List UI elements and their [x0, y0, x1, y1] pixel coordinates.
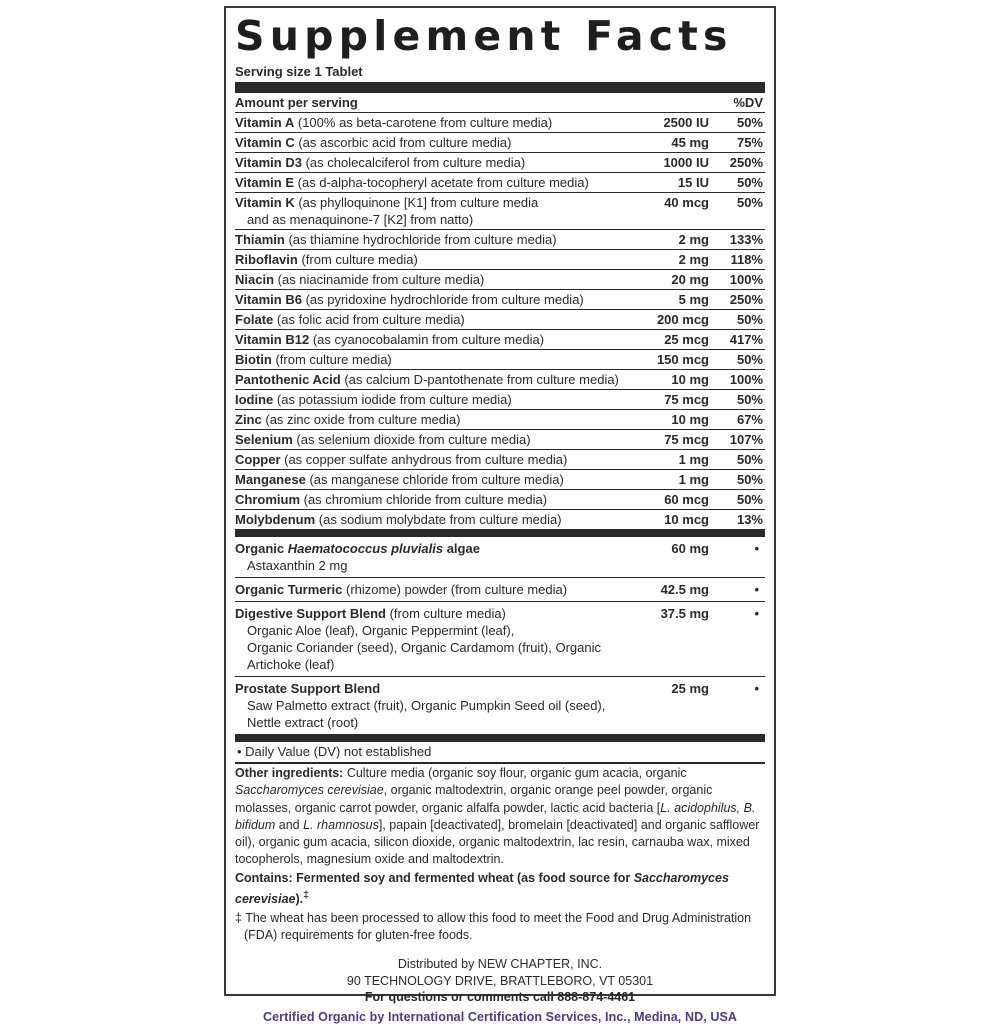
- blend-name: [235, 681, 380, 696]
- organic-certification: Certified Organic by International Certification Services, Inc., Medina, ND, USA: [262, 1009, 738, 1024]
- nutrient-row: [235, 390, 765, 410]
- nutrient-name: Vitamin B6: [235, 292, 302, 307]
- nutrient-name: Iodine: [235, 392, 274, 407]
- amount-header: [235, 93, 765, 113]
- blend-component: Organic Aloe (leaf), Organic Peppermint (leaf),: [247, 623, 515, 638]
- blend-row: [235, 602, 765, 677]
- blend-component: Saw Palmetto extract (fruit), Organic Pumpkin Seed oil (seed),: [247, 698, 606, 713]
- ingredients-text: ], papain [deactivated], bromelain [deactivated] and organic safflower oil), organic gum acacia, silicon dioxide, organic maltodextrin, lac resin, carnauba wax, mixed tocopherols, magnesium oxide and maltodextrin.: [235, 817, 760, 867]
- blend-source: (from culture media): [385, 606, 506, 621]
- nutrient-source: (as d-alpha-tocopheryl acetate from culture media): [297, 175, 589, 190]
- ingredients-italic: L. acidophilus, B. bifidum: [235, 800, 756, 832]
- nutrient-name: Zinc: [235, 412, 262, 427]
- nutrient-name: Niacin: [235, 272, 275, 287]
- nutrient-dv: 50%: [736, 312, 763, 327]
- gluten-footnote: [235, 910, 765, 944]
- nutrient-row: [235, 173, 765, 193]
- ingredients-italic: Saccharomyces cerevisiae: [235, 783, 384, 798]
- nutrient-name: Vitamin E: [235, 175, 295, 190]
- nutrient-source: (as pyridoxine hydrochloride from culture media): [305, 292, 584, 307]
- blend-amount: 25 mg: [671, 681, 709, 696]
- nutrient-dv: 417%: [729, 332, 763, 347]
- amount-per-serving-label: Amount per serving: [235, 95, 358, 110]
- dv-not-established-note: • Daily Value (DV) not established: [235, 742, 765, 764]
- nutrient-dv: 100%: [729, 272, 763, 287]
- nutrient-name-cell: [235, 194, 627, 228]
- nutrient-amount: 15 IU: [677, 175, 709, 190]
- nutrient-name: Folate: [235, 312, 274, 327]
- nutrient-name: Thiamin: [235, 232, 285, 247]
- other-ingredients-label: Other ingredients:: [235, 766, 344, 780]
- panel-title: Supplement Facts: [235, 12, 733, 60]
- nutrient-dv: 13%: [736, 512, 763, 527]
- nutrient-name-cell: [235, 511, 627, 528]
- nutrient-amount: 20 mg: [671, 272, 709, 287]
- nutrient-amount: 2 mg: [678, 232, 709, 247]
- nutrient-name: Manganese: [235, 472, 306, 487]
- contains-text: ).: [295, 891, 304, 906]
- nutrient-amount: 2 mg: [678, 252, 709, 267]
- section-divider: [235, 529, 765, 537]
- nutrient-amount: 1 mg: [678, 472, 709, 487]
- blend-name-cell: [235, 680, 627, 731]
- blend-dv: •: [754, 582, 759, 597]
- nutrient-row: [235, 330, 765, 350]
- nutrient-dv: 50%: [736, 492, 763, 507]
- nutrient-amount: 200 mcg: [656, 312, 709, 327]
- ingredients-text: and: [275, 817, 304, 832]
- distributor-name: Distributed by NEW CHAPTER, INC.: [397, 956, 603, 971]
- nutrient-dv: 50%: [736, 452, 763, 467]
- blend-dv: •: [754, 541, 759, 556]
- nutrient-source: (as cholecalciferol from culture media): [305, 155, 526, 170]
- distributor-phone: For questions or comments call 888-874-4461: [364, 990, 636, 1005]
- nutrient-name-cell: [235, 331, 627, 348]
- blend-source: (rhizome) powder (from culture media): [342, 582, 568, 597]
- contains-label: Contains:: [235, 870, 293, 885]
- nutrient-amount: 5 mg: [678, 292, 709, 307]
- nutrient-name-cell: [235, 271, 627, 288]
- blend-name-text: Organic Turmeric: [235, 582, 343, 597]
- nutrient-dv: 50%: [736, 175, 763, 190]
- nutrient-row: [235, 153, 765, 173]
- nutrient-dv: 75%: [736, 135, 763, 150]
- nutrient-name: Selenium: [235, 432, 293, 447]
- nutrient-table: [235, 113, 765, 529]
- blend-dv: •: [754, 681, 759, 696]
- nutrient-name-cell: [235, 351, 627, 368]
- nutrient-amount: 25 mcg: [664, 332, 709, 347]
- blend-amount: 37.5 mg: [660, 606, 709, 621]
- nutrient-amount: 10 mcg: [664, 512, 709, 527]
- nutrient-name-cell: [235, 114, 627, 131]
- nutrient-name-cell: [235, 154, 627, 171]
- nutrient-name-cell: [235, 471, 627, 488]
- nutrient-amount: 150 mcg: [656, 352, 709, 367]
- nutrient-row: [235, 410, 765, 430]
- contains-italic: Saccharomyces cerevisiae: [235, 870, 729, 906]
- nutrient-source: (as folic acid from culture media): [276, 312, 465, 327]
- nutrient-name-cell: [235, 431, 627, 448]
- blend-name: [235, 582, 342, 597]
- nutrient-dv: 50%: [736, 392, 763, 407]
- nutrient-source: (as ascorbic acid from culture media): [298, 135, 512, 150]
- nutrient-source: (from culture media): [301, 252, 418, 267]
- blend-row: [235, 578, 765, 602]
- nutrient-amount: 10 mg: [671, 412, 709, 427]
- nutrient-row: [235, 133, 765, 153]
- footnote-line: (FDA) requirements for gluten-free foods.: [244, 927, 473, 942]
- nutrient-dv: 67%: [736, 412, 763, 427]
- blend-name-text: Digestive Support Blend: [235, 606, 386, 621]
- blend-name-cell: [235, 540, 627, 574]
- nutrient-amount: 75 mcg: [664, 392, 709, 407]
- nutrient-row: [235, 510, 765, 529]
- nutrient-row: [235, 310, 765, 330]
- nutrient-amount: 1 mg: [678, 452, 709, 467]
- serving-size: Serving size 1 Tablet: [235, 64, 363, 79]
- nutrient-source: (100% as beta-carotene from culture media): [297, 115, 553, 130]
- nutrient-source: (as chromium chloride from culture media): [303, 492, 548, 507]
- nutrient-name-cell: [235, 251, 627, 268]
- nutrient-name: Riboflavin: [235, 252, 298, 267]
- nutrient-name: Vitamin B12: [235, 332, 310, 347]
- nutrient-source: (as niacinamide from culture media): [277, 272, 485, 287]
- allergen-statement: [235, 870, 765, 908]
- nutrient-name-cell: [235, 174, 627, 191]
- other-ingredients: [235, 764, 765, 869]
- blend-name-cell: [235, 581, 627, 598]
- blend-amount: 60 mg: [671, 541, 709, 556]
- nutrient-dv: 50%: [736, 195, 763, 210]
- nutrient-amount: 10 mg: [671, 372, 709, 387]
- nutrient-name-cell: [235, 291, 627, 308]
- nutrient-dv: 50%: [736, 352, 763, 367]
- nutrient-name: Vitamin A: [235, 115, 295, 130]
- nutrient-source: (as sodium molybdate from culture media): [318, 512, 562, 527]
- supplement-facts-panel: [224, 6, 776, 1024]
- nutrient-row: [235, 490, 765, 510]
- blend-row: [235, 537, 765, 578]
- blend-component: Astaxanthin 2 mg: [247, 558, 348, 573]
- blend-amount: 42.5 mg: [660, 582, 709, 597]
- nutrient-dv: 100%: [729, 372, 763, 387]
- nutrient-source: (as calcium D-pantothenate from culture media): [344, 372, 619, 387]
- blend-name: [235, 541, 480, 556]
- panel-content: [235, 8, 765, 1024]
- ingredients-text: Culture media (organic soy flour, organic gum acacia, organic: [343, 766, 687, 780]
- nutrient-dv: 50%: [736, 115, 763, 130]
- nutrient-amount: 45 mg: [671, 135, 709, 150]
- ingredients-italic: L. rhamnosus: [303, 817, 379, 832]
- nutrient-name: Chromium: [235, 492, 300, 507]
- nutrient-row: [235, 250, 765, 270]
- nutrient-dv: 107%: [729, 432, 763, 447]
- blend-name-text: Organic: [235, 541, 288, 556]
- nutrient-name-cell: [235, 451, 627, 468]
- nutrient-amount: 40 mcg: [664, 195, 709, 210]
- nutrient-name: Vitamin D3: [235, 155, 302, 170]
- ingredients-text: , organic maltodextrin, organic orange peel powder, organic molasses, organic carrot powder, organic alfalfa powder, lactic acid bacteria [: [235, 783, 713, 815]
- nutrient-source: (as thiamine hydrochloride from culture media): [288, 232, 557, 247]
- nutrient-dv: 133%: [729, 232, 763, 247]
- blend-name-cell: [235, 605, 627, 673]
- blend-name-italic: Haematococcus pluvialis: [287, 541, 444, 556]
- nutrient-source: (as copper sulfate anhydrous from culture media): [284, 452, 568, 467]
- nutrient-name: Pantothenic Acid: [235, 372, 341, 387]
- nutrient-source: (as selenium dioxide from culture media): [296, 432, 531, 447]
- nutrient-name-cell: [235, 134, 627, 151]
- nutrient-amount: 1000 IU: [663, 155, 709, 170]
- nutrient-dv: 250%: [729, 155, 763, 170]
- nutrient-row: [235, 450, 765, 470]
- nutrient-source: (as phylloquinone [K1] from culture media: [298, 195, 539, 210]
- blend-row: [235, 677, 765, 734]
- nutrient-row: [235, 370, 765, 390]
- nutrient-source: (as zinc oxide from culture media): [265, 412, 461, 427]
- distributor-info: [235, 956, 765, 1006]
- nutrient-name: Vitamin C: [235, 135, 295, 150]
- nutrient-name-cell: [235, 371, 627, 388]
- nutrient-source: (as cyanocobalamin from culture media): [312, 332, 545, 347]
- nutrient-row: [235, 470, 765, 490]
- nutrient-row: [235, 430, 765, 450]
- nutrient-source: (as manganese chloride from culture media): [309, 472, 564, 487]
- nutrient-name: Vitamin K: [235, 195, 295, 210]
- double-dagger-mark: ‡: [303, 889, 309, 901]
- nutrient-dv: 250%: [729, 292, 763, 307]
- nutrient-row: [235, 290, 765, 310]
- blend-component: Nettle extract (root): [247, 715, 359, 730]
- nutrient-name-cell: [235, 231, 627, 248]
- nutrient-amount: 75 mcg: [664, 432, 709, 447]
- nutrient-dv: 118%: [730, 252, 763, 267]
- nutrient-row: [235, 270, 765, 290]
- nutrient-name-cell: [235, 491, 627, 508]
- nutrient-source: (from culture media): [275, 352, 392, 367]
- contains-text: Fermented soy and fermented wheat (as food source for: [292, 870, 634, 885]
- blend-name: [235, 606, 386, 621]
- nutrient-source-cont: and as menaquinone-7 [K2] from natto): [247, 212, 474, 227]
- nutrient-name-cell: [235, 311, 627, 328]
- blend-dv: •: [754, 606, 759, 621]
- blend-component: Organic Coriander (seed), Organic Cardamom (fruit), Organic Artichoke (leaf): [247, 640, 602, 672]
- thick-divider: [235, 82, 765, 93]
- nutrient-row: [235, 193, 765, 230]
- nutrient-name-cell: [235, 391, 627, 408]
- distributor-address: 90 TECHNOLOGY DRIVE, BRATTLEBORO, VT 05301: [346, 973, 654, 988]
- blend-name-text: algae: [443, 541, 480, 556]
- footnote-line: ‡ The wheat has been processed to allow this food to meet the Food and Drug Administration: [235, 910, 752, 925]
- section-divider-bottom: [235, 734, 765, 742]
- blend-name-text: Prostate Support Blend: [235, 681, 381, 696]
- nutrient-name: Copper: [235, 452, 281, 467]
- nutrient-row: [235, 113, 765, 133]
- nutrient-name: Biotin: [235, 352, 272, 367]
- nutrient-name-cell: [235, 411, 627, 428]
- nutrient-row: [235, 350, 765, 370]
- blend-table: [235, 537, 765, 734]
- nutrient-dv: 50%: [736, 472, 763, 487]
- nutrient-amount: 60 mcg: [664, 492, 709, 507]
- nutrient-name: Molybdenum: [235, 512, 316, 527]
- nutrient-source: (as potassium iodide from culture media): [276, 392, 512, 407]
- nutrient-row: [235, 230, 765, 250]
- nutrient-amount: 2500 IU: [663, 115, 709, 130]
- dv-header-label: %DV: [733, 95, 763, 110]
